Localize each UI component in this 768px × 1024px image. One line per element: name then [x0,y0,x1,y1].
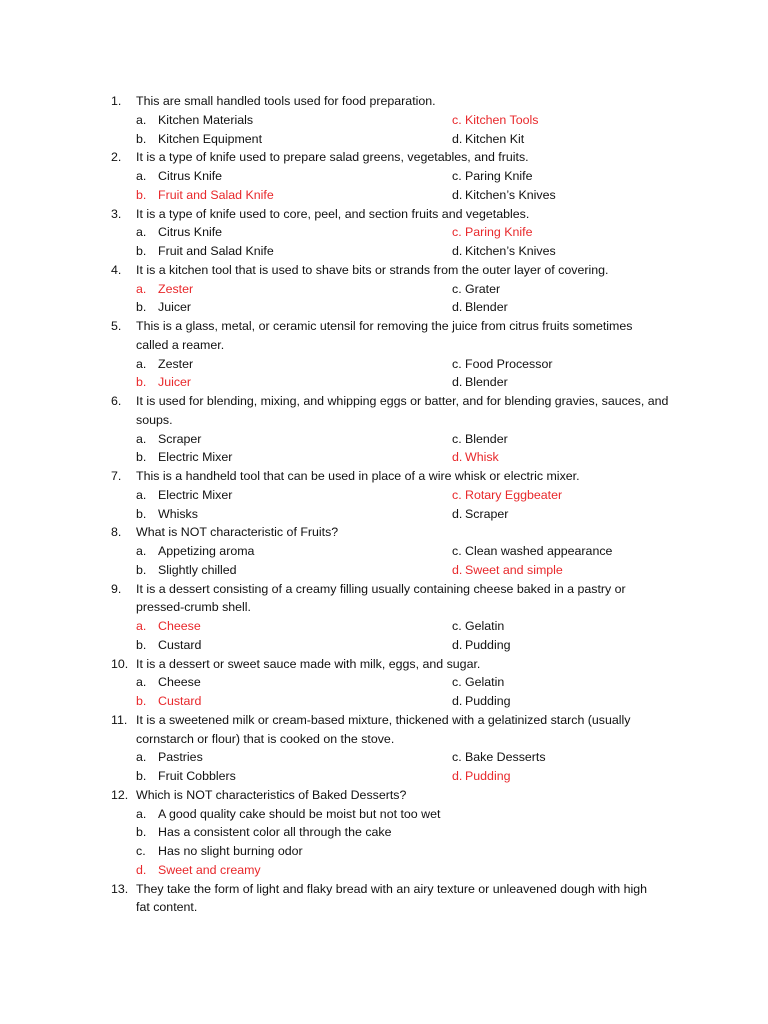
option-letter: b. [136,769,147,783]
option-text: Pastries [158,750,203,765]
option-letter: a. [136,112,147,127]
answer-option [136,430,201,449]
answer-option [452,280,500,299]
option-letter: c. [452,487,462,502]
question-line [0,92,768,111]
correct-answer-option [136,186,274,205]
option-letter: b. [136,187,147,202]
question-text: This is a glass, metal, or ceramic utensil for removing the juice from citrus fruits sometimes [136,319,633,333]
question-7 [0,467,768,523]
option-letter: c. [452,544,462,558]
question-number: 3. [111,206,122,221]
option-letter: d. [452,562,463,577]
question-number: 4. [111,262,122,277]
option-text: Juicer [158,375,192,390]
question-line [0,580,768,599]
answer-option [452,130,524,149]
question-line [0,786,768,805]
option-letter: c. [452,281,462,296]
option-text: Kitchen Kit [465,131,525,146]
options-row [0,430,768,449]
question-text: This are small handled tools used for food preparation. [136,94,436,108]
option-text: Pudding [465,637,511,652]
question-text: What is NOT characteristic of Fruits? [136,525,339,540]
correct-answer-option [452,561,563,580]
correct-answer-option [452,767,510,786]
option-letter: d. [452,244,463,258]
option-text: Citrus Knife [158,169,223,183]
option-letter: b. [136,300,147,315]
option-letter: b. [136,450,147,465]
options-row [0,861,768,880]
option-text: Kitchen’s Knives [465,244,556,258]
option-letter: d. [452,187,463,202]
correct-answer-option [136,373,191,392]
question-text: It is a kitchen tool that is used to shave bits or strands from the outer layer of covering. [136,262,609,277]
options-row [0,130,768,149]
answer-option [136,486,232,505]
answer-option [452,186,556,205]
question-text: called a reamer. [136,337,225,352]
option-letter: d. [452,694,463,708]
option-text: Paring Knife [465,225,533,240]
answer-option [136,842,303,861]
option-text: Custard [158,694,202,708]
answer-option [136,242,274,261]
correct-answer-option [136,692,201,711]
answer-option [136,561,237,580]
options-row [0,636,768,655]
option-letter: a. [136,281,147,296]
option-text: Sweet and creamy [158,862,261,877]
option-text: Has no slight burning odor [158,844,303,858]
question-line [0,317,768,336]
option-text: Appetizing aroma [158,544,255,558]
options-row [0,486,768,505]
option-letter: a. [136,356,147,371]
options-row [0,167,768,186]
quiz-list [0,92,768,917]
option-text: Paring Knife [465,169,533,183]
option-letter: b. [136,131,147,146]
answer-option [136,130,262,149]
question-line [0,711,768,730]
question-text: They take the form of light and flaky bread with an airy texture or unleavened dough with high [136,881,648,896]
option-text: Scraper [158,431,202,446]
answer-option [136,748,203,767]
option-text: Has a consistent color all through the cake [158,825,392,840]
option-text: Sweet and simple [465,562,563,577]
option-letter: b. [136,244,147,258]
answer-option [452,373,508,392]
question-line [0,392,768,411]
question-5 [0,317,768,392]
answer-option [136,167,222,186]
option-text: Fruit and Salad Knife [158,187,274,202]
option-text: Zester [158,281,194,296]
correct-answer-option [452,111,538,130]
question-number: 12. [111,787,129,802]
option-text: Slightly chilled [158,562,237,577]
answer-option [452,692,510,711]
options-row [0,842,768,861]
option-text: Grater [465,281,501,296]
question-4 [0,261,768,317]
option-letter: c. [452,356,462,371]
option-text: Blender [465,431,508,446]
question-number: 7. [111,469,122,483]
option-letter: a. [136,169,147,183]
answer-option [136,673,201,692]
question-text: It is a dessert or sweet sauce made with milk, eggs, and sugar. [136,656,481,671]
correct-answer-option [136,280,193,299]
option-text: Bake Desserts [465,750,546,765]
answer-option [136,111,253,130]
answer-option [136,767,236,786]
options-row [0,561,768,580]
correct-answer-option [452,223,533,242]
question-line [0,730,768,749]
question-text: It is a type of knife used to prepare salad greens, vegetables, and fruits. [136,150,529,165]
option-text: Pudding [465,694,511,708]
option-letter: d. [452,506,463,521]
option-letter: a. [136,806,147,821]
correct-answer-option [136,617,201,636]
option-text: Rotary Eggbeater [465,487,563,502]
question-line [0,261,768,280]
option-text: Kitchen Equipment [158,131,263,146]
option-letter: d. [136,862,147,877]
answer-option [452,636,510,655]
option-text: Kitchen’s Knives [465,187,556,202]
question-text: pressed-crumb shell. [136,600,252,615]
options-row [0,280,768,299]
correct-answer-option [136,861,261,880]
options-row [0,242,768,261]
answer-option [452,298,508,317]
question-10 [0,655,768,711]
answer-option [136,448,232,467]
option-text: Food Processor [465,356,553,371]
option-text: Citrus Knife [158,225,223,240]
option-letter: c. [452,675,462,690]
answer-option [136,805,440,824]
answer-option [136,355,193,374]
option-text: Whisk [465,450,499,465]
option-letter: a. [136,675,147,690]
option-letter: a. [136,750,147,765]
option-letter: a. [136,544,147,558]
option-letter: c. [452,431,462,446]
option-text: Gelatin [465,619,505,633]
answer-option [136,636,201,655]
option-letter: c. [136,844,146,858]
question-13 [0,880,768,918]
option-text: Kitchen Tools [465,112,539,127]
option-letter: d. [452,450,463,465]
question-line [0,148,768,167]
question-text: soups. [136,412,173,427]
option-letter: d. [452,375,463,390]
answer-option [452,242,556,261]
options-row [0,767,768,786]
question-text: It is a dessert consisting of a creamy filling usually containing cheese baked in a pastry or [136,581,626,596]
options-row [0,298,768,317]
question-number: 11. [111,712,128,727]
question-number: 9. [111,581,122,596]
question-number: 1. [111,94,122,108]
answer-option [452,617,504,636]
option-text: Clean washed appearance [465,544,613,558]
options-row [0,692,768,711]
options-row [0,542,768,561]
option-text: Gelatin [465,675,505,690]
options-row [0,355,768,374]
options-row [0,448,768,467]
option-letter: b. [136,637,147,652]
option-letter: b. [136,694,147,708]
option-text: Kitchen Materials [158,112,254,127]
answer-option [452,748,546,767]
question-6 [0,392,768,467]
answer-option [452,673,504,692]
question-text: fat content. [136,900,198,915]
answer-option [452,430,508,449]
option-letter: d. [452,769,463,783]
options-row [0,823,768,842]
option-text: Electric Mixer [158,450,233,465]
question-number: 2. [111,150,122,165]
question-line [0,880,768,899]
option-letter: c. [452,225,462,240]
answer-option [452,542,612,561]
option-letter: b. [136,506,147,521]
question-8 [0,523,768,579]
option-letter: a. [136,487,147,502]
question-12 [0,786,768,880]
question-line [0,336,768,355]
answer-option [136,298,191,317]
answer-option [136,223,222,242]
option-text: Pudding [465,769,511,783]
option-letter: a. [136,619,147,633]
option-text: Custard [158,637,202,652]
question-number: 13. [111,881,129,896]
question-text: It is a type of knife used to core, peel, and section fruits and vegetables. [136,206,530,221]
option-text: Cheese [158,675,201,690]
option-text: Blender [465,375,508,390]
option-text: Electric Mixer [158,487,233,502]
options-row [0,223,768,242]
option-letter: a. [136,225,147,240]
option-letter: b. [136,562,147,577]
option-text: Scraper [465,506,509,521]
options-row [0,805,768,824]
answer-option [452,355,552,374]
options-row [0,673,768,692]
answer-option [136,823,392,842]
option-letter: b. [136,375,147,390]
option-text: Cheese [158,619,201,633]
option-text: Whisks [158,506,198,521]
question-number: 8. [111,525,122,540]
options-row [0,186,768,205]
answer-option [136,542,254,561]
question-line [0,523,768,542]
question-number: 5. [111,319,122,333]
question-line [0,467,768,486]
option-letter: c. [452,112,462,127]
answer-option [136,505,198,524]
option-letter: d. [452,131,463,146]
option-letter: c. [452,169,462,183]
question-line [0,411,768,430]
option-letter: d. [452,300,463,315]
option-text: Fruit Cobblers [158,769,236,783]
options-row [0,373,768,392]
question-1 [0,92,768,148]
question-text: It is used for blending, mixing, and whipping eggs or batter, and for blending gravies, sauces, and [136,394,669,408]
options-row [0,748,768,767]
question-line [0,598,768,617]
question-11 [0,711,768,786]
option-text: Juicer [158,300,192,315]
question-9 [0,580,768,655]
correct-answer-option [452,486,562,505]
question-number: 10. [111,656,129,671]
answer-option [452,505,508,524]
option-letter: b. [136,825,147,840]
option-text: Fruit and Salad Knife [158,244,274,258]
option-letter: a. [136,431,147,446]
question-2 [0,148,768,204]
option-text: Blender [465,300,508,315]
question-line [0,898,768,917]
option-letter: c. [452,750,462,765]
question-line [0,205,768,224]
option-letter: c. [452,619,462,633]
options-row [0,111,768,130]
options-row [0,505,768,524]
option-text: A good quality cake should be moist but not too wet [158,806,441,821]
answer-option [452,167,533,186]
question-3 [0,205,768,261]
question-text: It is a sweetened milk or cream-based mixture, thickened with a gelatinized starch (usually [136,712,631,727]
question-line [0,655,768,674]
question-number: 6. [111,394,122,408]
options-row [0,617,768,636]
question-text: This is a handheld tool that can be used in place of a wire whisk or electric mixer. [136,469,580,483]
option-letter: d. [452,637,463,652]
correct-answer-option [452,448,499,467]
question-text: Which is NOT characteristics of Baked Desserts? [136,787,407,802]
option-text: Zester [158,356,194,371]
question-text: cornstarch or flour) that is cooked on the stove. [136,731,395,746]
